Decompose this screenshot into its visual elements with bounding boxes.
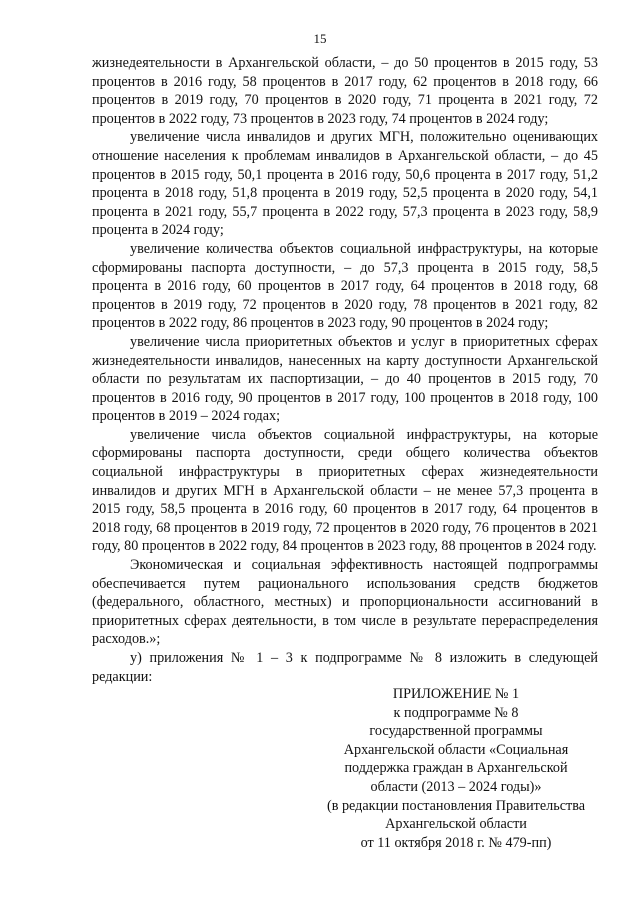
appendix-line: к подпрограмме № 8 — [393, 704, 519, 721]
paragraph-accessibility-passports: увеличение количества объектов социальной инфраструктуры, на которые сформированы паспорта доступности, – до 57,3 процента в 2015 году, 58,5 процента в 2016 году, 60 процентов в 2017 году, 64 процентов в 2018 году, 68 процентов в 2019 году, 72 процентов в 2020 году, 78 процентов в 2021 году, 82 процентов в 2022 году, 86 процентов в 2023 году, 90 процентов в 2024 году; — [92, 240, 598, 332]
appendix-title: ПРИЛОЖЕНИЕ № 1 — [392, 686, 520, 702]
page-number: 15 — [313, 31, 327, 46]
paragraph-priority-objects: увеличение числа приоритетных объектов и услуг в приоритетных сферах жизнедеятельности инвалидов, нанесенных на карту доступности Архангельской области по результатам их паспортизации, – до 40 процентов в 2015 году, 70 процентов в 2016 году, 90 процентов в 2017 году, 100 процентов в 2018 году, 100 процентов в 2019 – 2024 годах; — [92, 333, 598, 425]
paragraph-continuation: жизнедеятельности в Архангельской области, – до 50 процентов в 2015 году, 53 процентов в 2016 году, 58 процентов в 2017 году, 62 процентов в 2018 году, 66 процентов в 2019 году, 70 процентов в 2020 году, 71 процента в 2021 году, 72 процентов в 2022 году, 73 процентов в 2023 году, 74 процентов в 2024 году; — [92, 55, 598, 127]
appendix-line: поддержка граждан в Архангельской — [344, 760, 568, 777]
appendix-line: (в редакции постановления Правительства — [326, 797, 586, 814]
appendix-line: Архангельской области «Социальная — [343, 741, 569, 758]
appendix-line: от 11 октября 2018 г. № 479-пп) — [360, 834, 552, 851]
appendix-line: государственной программы — [369, 723, 543, 740]
document-body — [92, 54, 598, 686]
appendix-line: Архангельской области — [385, 816, 527, 833]
paragraph-mgn-attitude: увеличение числа инвалидов и других МГН, положительно оценивающих отношение населения к проблемам инвалидов в Архангельской области, – до 45 процентов в 2015 году, 50,1 процента в 2016 году, 50,6 процента в 2017 году, 51,2 процента в 2018 году, 51,8 процента в 2019 году, 52,5 процента в 2020 году, 54,1 процента в 2021 году, 55,7 процента в 2022 году, 57,3 процента в 2023 году, 58,9 процента в 2024 году; — [92, 129, 598, 239]
appendix-heading-block — [322, 685, 590, 852]
paragraph-amendment-instruction: у) приложения № 1 – 3 к подпрограмме № 8 изложить в следующей редакции: — [92, 650, 598, 685]
appendix-line: области (2013 – 2024 годы)» — [370, 778, 542, 795]
paragraph-economic-efficiency: Экономическая и социальная эффективность настоящей подпрограммы обеспечивается путем рационального использования средств бюджетов (федерального, областного, местных) и пропорциональности ассигнований в приоритетных сферах деятельности, в том числе в результате перераспределения расходов.»; — [92, 557, 598, 648]
paragraph-infrastructure-share: увеличение числа объектов социальной инфраструктуры, на которые сформированы паспорта доступности, среди общего количества объектов социальной инфраструктуры в приоритетных сферах жизнедеятельности инвалидов и других МГН в Архангельской области – не менее 57,3 процента в 2015 году, 58,5 процента в 2016 году, 60 процентов в 2017 году, 64 процентов в 2018 году, 68 процентов в 2019 году, 72 процентов в 2020 году, 76 процентов в 2021 году, 80 процентов в 2022 году, 84 процентов в 2023 году, 88 процентов в 2024 году. — [92, 426, 598, 555]
